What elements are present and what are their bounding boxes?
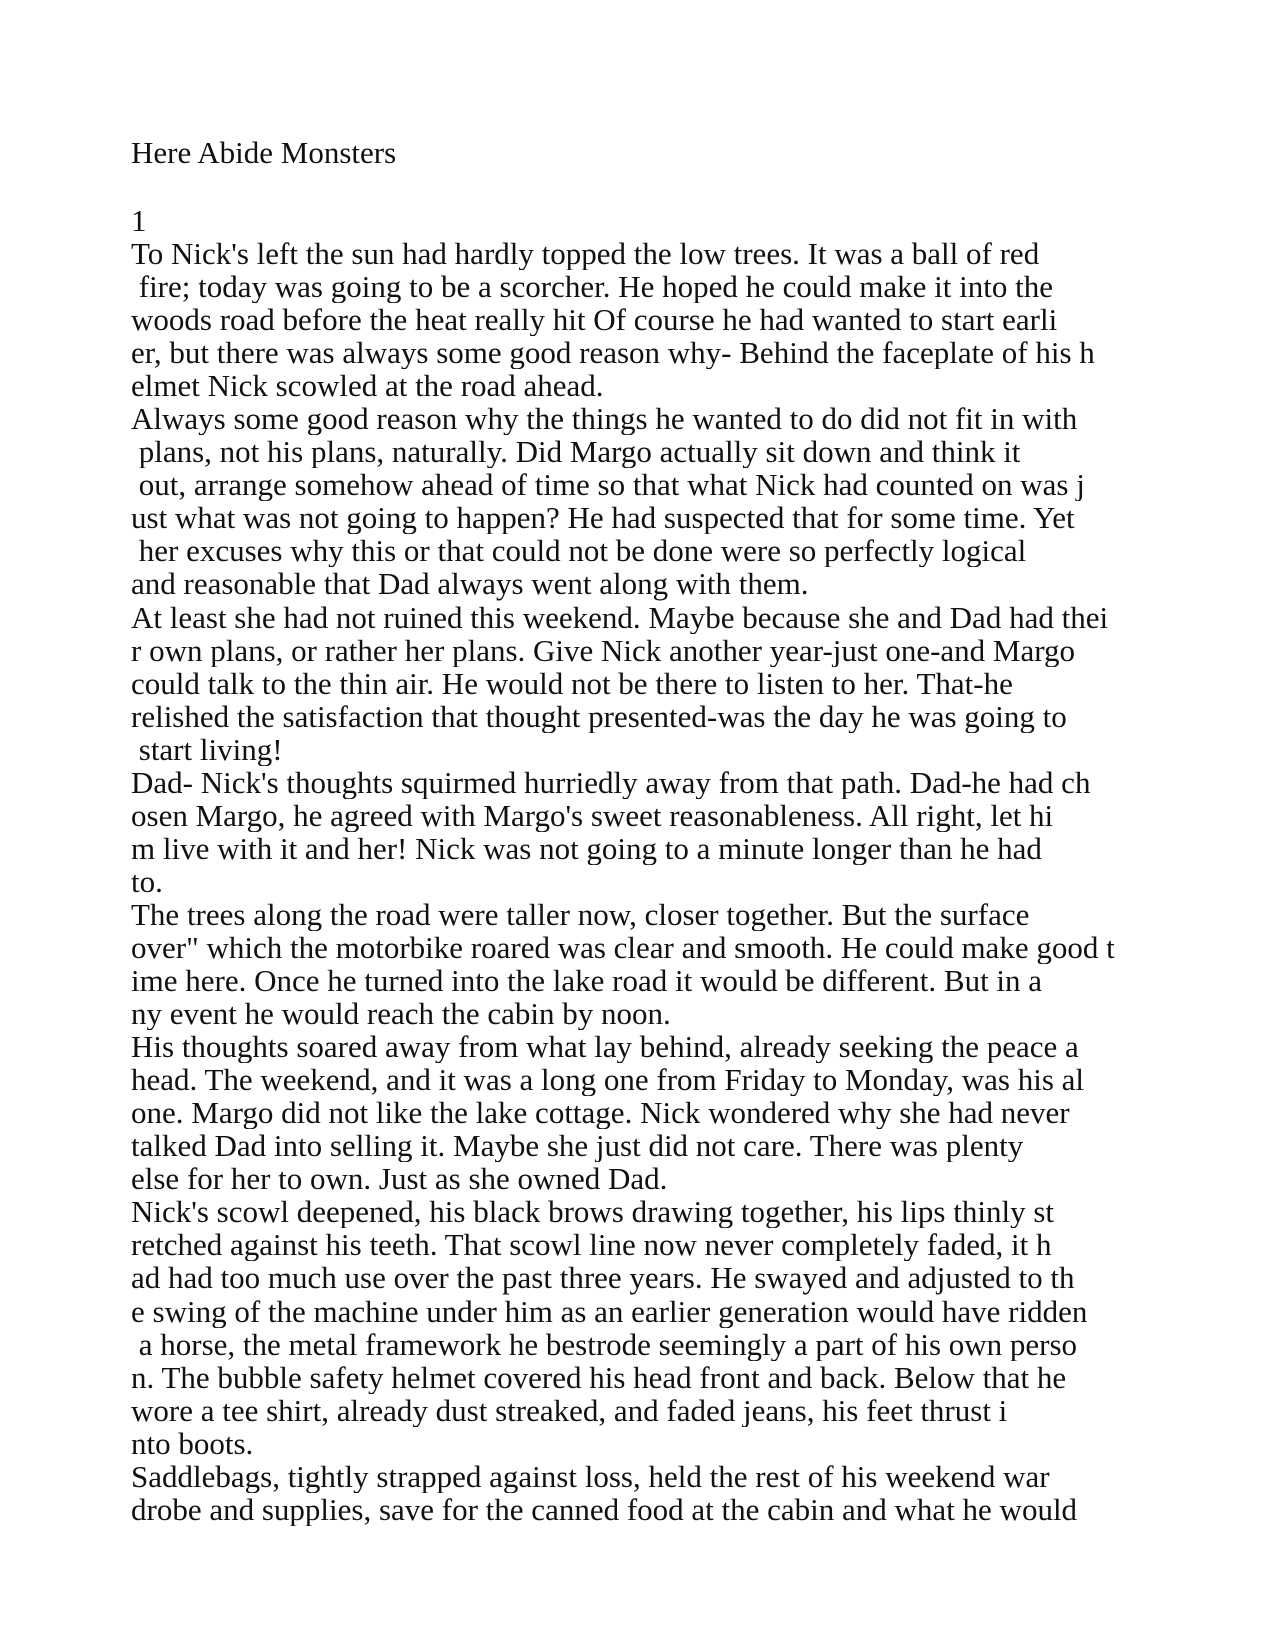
text-line: talked Dad into selling it. Maybe she just did not care. There was plenty [131, 1129, 1024, 1163]
text-line: Nick's scowl deepened, his black brows drawing together, his lips thinly st [131, 1195, 1054, 1229]
text-line: one. Margo did not like the lake cottage. Nick wondered why she had never [131, 1096, 1070, 1130]
text-line: r own plans, or rather her plans. Give Nick another year-just one-and Margo [131, 633, 1076, 667]
body-text [131, 237, 1241, 1526]
text-line: osen Margo, he agreed with Margo's sweet reasonableness. All right, let hi [131, 798, 1054, 832]
document-title: Here Abide Monsters [131, 135, 397, 170]
text-line: Saddlebags, tightly strapped against loss, held the rest of his weekend war [131, 1459, 1050, 1493]
text-line: er, but there was always some good reason why- Behind the faceplate of his h [131, 336, 1095, 370]
text-line: to. [131, 864, 163, 898]
text-line: could talk to the thin air. He would not be there to listen to her. That-he [131, 666, 1013, 700]
text-line: e swing of the machine under him as an earlier generation would have ridden [131, 1294, 1088, 1328]
text-line: out, arrange somehow ahead of time so that what Nick had counted on was j [131, 468, 1085, 502]
chapter-number: 1 [131, 203, 147, 238]
text-line: ad had too much use over the past three years. He swayed and adjusted to th [131, 1261, 1075, 1295]
text-line: relished the satisfaction that thought presented-was the day he was going to [131, 699, 1067, 733]
text-line: plans, not his plans, naturally. Did Margo actually sit down and think it [131, 435, 1021, 469]
text-line: retched against his teeth. That scowl line now never completely faded, it h [131, 1228, 1052, 1262]
text-line: His thoughts soared away from what lay behind, already seeking the peace a [131, 1030, 1079, 1064]
text-line: elmet Nick scowled at the road ahead. [131, 369, 604, 403]
text-line: over" which the motorbike roared was clear and smooth. He could make good t [131, 930, 1115, 965]
text-line: n. The bubble safety helmet covered his head front and back. Below that he [131, 1360, 1067, 1394]
text-line: The trees along the road were taller now, closer together. But the surface [131, 897, 1030, 931]
text-line: head. The weekend, and it was a long one from Friday to Monday, was his al [131, 1063, 1085, 1097]
text-line: To Nick's left the sun had hardly topped the low trees. It was a ball of red [131, 237, 1040, 271]
text-line: At least she had not ruined this weekend. Maybe because she and Dad had thei [131, 600, 1109, 634]
text-line: ust what was not going to happen? He had suspected that for some time. Yet [131, 501, 1075, 535]
text-line: Always some good reason why the things he wanted to do did not fit in with [131, 402, 1078, 436]
text-line: start living! [131, 732, 283, 766]
text-line: ny event he would reach the cabin by noon. [131, 997, 671, 1031]
text-line: nto boots. [131, 1426, 254, 1460]
text-line: wore a tee shirt, already dust streaked, and faded jeans, his feet thrust i [131, 1393, 1008, 1427]
text-line: Dad- Nick's thoughts squirmed hurriedly away from that path. Dad-he had ch [131, 765, 1091, 799]
text-line: drobe and supplies, save for the canned food at the cabin and what he would [131, 1492, 1078, 1526]
text-line: and reasonable that Dad always went along with them. [131, 567, 809, 601]
text-line: her excuses why this or that could not be done were so perfectly logical [131, 534, 1027, 568]
text-line: a horse, the metal framework he bestrode seemingly a part of his own perso [131, 1327, 1078, 1361]
text-line: ime here. Once he turned into the lake road it would be different. But in a [131, 964, 1043, 998]
text-line: m live with it and her! Nick was not going to a minute longer than he had [131, 831, 1042, 865]
text-line: else for her to own. Just as she owned Dad. [131, 1162, 668, 1196]
text-line: woods road before the heat really hit Of course he had wanted to start earli [131, 303, 1058, 337]
text-line: fire; today was going to be a scorcher. He hoped he could make it into the [131, 270, 1053, 304]
